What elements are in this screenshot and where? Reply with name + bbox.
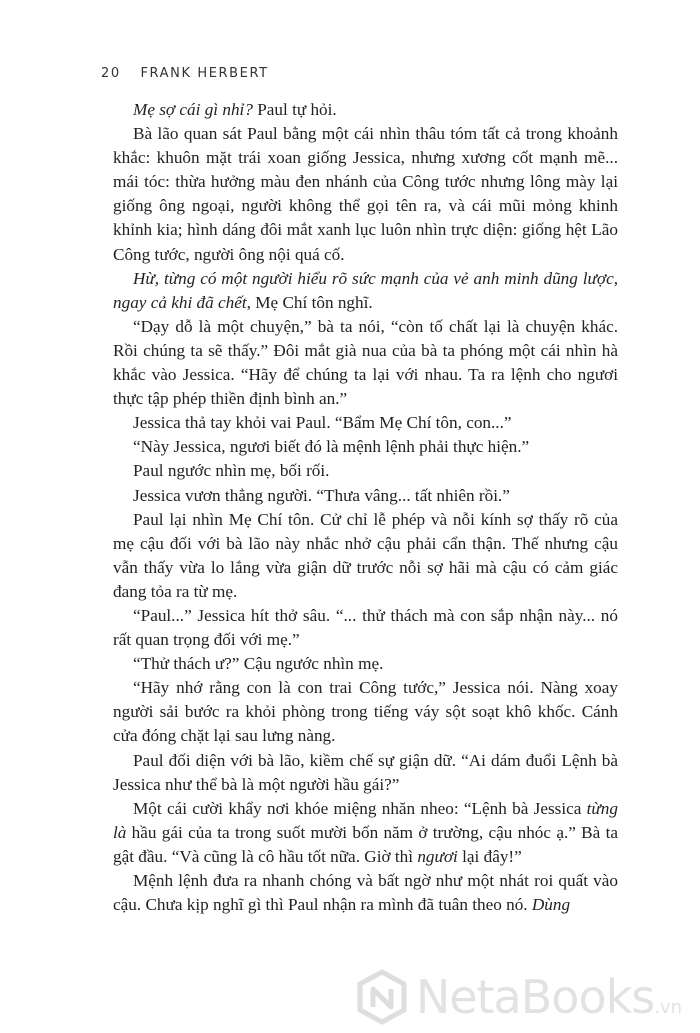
text-run: “Dạy dỗ là một chuyện,” bà ta nói, “còn tố chất lại là chuyện khác. Rồi chúng ta sẽ thấy.” Đôi mắt già nua của bà ta phóng một cái nhìn hà khắc vào Jessica. “Hãy để chúng ta lại với nhau. Ta ra lệnh cho ngươi thực tập phép thiền định bình an.” bbox=[113, 316, 618, 409]
author-name: FRANK HERBERT bbox=[140, 66, 269, 81]
watermark-suffix: .vn bbox=[654, 997, 682, 1018]
text-run: Mệnh lệnh đưa ra nhanh chóng và bất ngờ như một nhát roi quất vào cậu. Chưa kịp nghĩ gì thì Paul nhận ra mình đã tuân theo nó. bbox=[113, 871, 618, 915]
text-run: Paul đối diện với bà lão, kiềm chế sự giận dữ. “Ai dám đuổi Lệnh bà Jessica như thể bà là một người hầu gái?” bbox=[113, 750, 618, 794]
paragraph bbox=[113, 459, 618, 483]
text-run: “Paul...” Jessica hít thở sâu. “... thử thách mà con sắp nhận này... nó rất quan trọng đối với mẹ.” bbox=[113, 605, 618, 650]
paragraph bbox=[113, 315, 618, 411]
watermark bbox=[354, 969, 682, 1025]
paragraph bbox=[113, 652, 618, 676]
text-run: Paul tự hỏi. bbox=[252, 100, 337, 119]
text-run: Paul lại nhìn Mẹ Chí tôn. Cử chỉ lễ phép và nỗi kính sợ thấy rõ của mẹ cậu đối với bà lão này nhắc nhở cậu phải cẩn thận. Thế nhưng cậu vẫn thấy vừa lo lắng vừa giận dữ trước nỗi sợ hãi mà cậu có cảm giác đang tỏa ra từ mẹ. bbox=[113, 509, 618, 601]
paragraph bbox=[113, 484, 618, 508]
paragraph bbox=[113, 435, 618, 459]
watermark-brand: NetaBooks bbox=[415, 970, 655, 1024]
text-run: “Thử thách ư?” Cậu ngước nhìn mẹ. bbox=[133, 654, 384, 674]
text-run: Paul ngước nhìn mẹ, bối rối. bbox=[133, 461, 330, 481]
paragraph bbox=[113, 508, 618, 604]
watermark-text bbox=[416, 970, 682, 1024]
text-run: lại đây!” bbox=[457, 846, 522, 866]
italic-text: Dùng bbox=[531, 895, 571, 915]
italic-text: ngươi bbox=[417, 846, 458, 866]
text-run: Jessica thả tay khỏi vai Paul. “Bẩm Mẹ Chí tôn, con...” bbox=[133, 413, 512, 433]
paragraph bbox=[113, 122, 618, 267]
text-run: Bà lão quan sát Paul bằng một cái nhìn thâu tóm tất cả trong khoảnh khắc: khuôn mặt trái xoan giống Jessica, nhưng xương cốt mạnh mẽ... mái tóc: thừa hưởng màu đen nhánh của Công tước nhưng lông mày lại giống ông ngoại, người không thể gọi tên ra, và cái mũi mỏng khinh khỉnh kia; hình dáng đôi mắt xanh lục luôn nhìn trực diện: giống hệt Lão Công tước, người ông nội quá cố. bbox=[113, 124, 618, 264]
paragraph bbox=[113, 676, 618, 748]
paragraph bbox=[113, 411, 618, 435]
italic-text: từng là bbox=[113, 798, 618, 842]
netabooks-logo-icon bbox=[354, 969, 410, 1025]
text-run: “Hãy nhớ rằng con là con trai Công tước,” Jessica nói. Nàng xoay người sải bước ra khỏi phòng trong tiếng váy sột soạt khô khốc. Cánh cửa đóng chặt lại sau lưng nàng. bbox=[113, 678, 618, 746]
paragraph bbox=[113, 267, 618, 315]
body-text bbox=[113, 98, 618, 917]
paragraph bbox=[113, 869, 618, 917]
paragraph bbox=[113, 604, 618, 652]
paragraph bbox=[113, 98, 618, 122]
text-run: , Mẹ Chí tôn nghĩ. bbox=[246, 292, 373, 312]
italic-text: Hừ, từng có một người hiểu rõ sức mạnh của vẻ anh minh dũng lược, ngay cả khi đã chết bbox=[113, 268, 618, 312]
text-run: Jessica vươn thẳng người. “Thưa vâng... tất nhiên rồi.” bbox=[133, 485, 510, 505]
text-run: “Này Jessica, ngươi biết đó là mệnh lệnh phải thực hiện.” bbox=[133, 437, 530, 457]
italic-text: Mẹ sợ cái gì nhỉ? bbox=[133, 100, 253, 119]
paragraph bbox=[113, 797, 618, 869]
running-head bbox=[101, 66, 269, 81]
paragraph bbox=[113, 749, 618, 797]
text-run: Một cái cười khẩy nơi khóe miệng nhăn nheo: “Lệnh bà Jessica bbox=[133, 798, 587, 818]
text-run: hầu gái của ta trong suốt mười bốn năm ở trường, cậu nhóc ạ.” Bà ta gật đầu. “Và cũng là cô hầu tốt nữa. Giờ thì bbox=[113, 822, 618, 866]
page-number: 20 bbox=[101, 66, 121, 81]
